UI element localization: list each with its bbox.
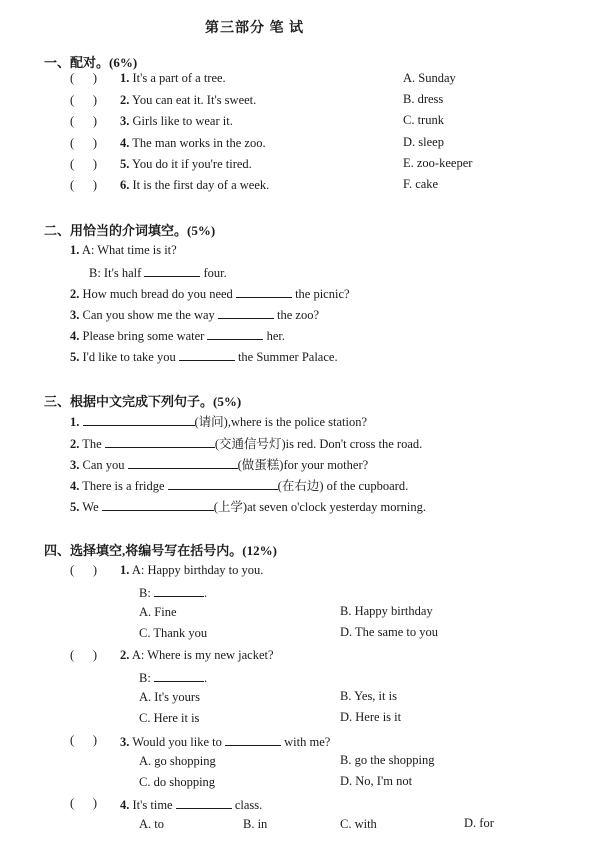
section-heading-3: 三、根据中文完成下列句子。(5%) bbox=[44, 394, 242, 409]
choice-d: D. No, I'm not bbox=[340, 774, 413, 788]
question-4: 4. It's time class. bbox=[120, 798, 263, 812]
fill-blank[interactable] bbox=[179, 348, 235, 361]
question-1: 1. (请问),where is the police station? bbox=[70, 415, 368, 429]
choice-a: A. It's yours bbox=[139, 690, 200, 704]
answer-paren[interactable]: ( ) bbox=[70, 71, 98, 85]
answer-paren[interactable]: ( ) bbox=[70, 93, 98, 107]
question-2: 2. How much bread do you need the picnic? bbox=[70, 287, 350, 301]
choice-b: B. Yes, it is bbox=[340, 689, 397, 703]
list-item: 5. You do it if you're tired. bbox=[120, 157, 252, 171]
choice-c: C. Thank you bbox=[139, 626, 208, 640]
fill-blank[interactable] bbox=[218, 306, 274, 319]
choice-c: C. Here it is bbox=[139, 711, 200, 725]
answer-paren[interactable]: ( ) bbox=[70, 563, 98, 577]
list-item: 3. Girls like to wear it. bbox=[120, 114, 233, 128]
fill-blank[interactable] bbox=[176, 796, 232, 809]
question-3: 3. Would you like to with me? bbox=[120, 735, 331, 749]
section-heading-1: 一、配对。(6%) bbox=[44, 55, 138, 70]
choice-b: B. in bbox=[243, 817, 268, 831]
match-option: E. zoo-keeper bbox=[403, 156, 473, 170]
choice-d: D. The same to you bbox=[340, 625, 439, 639]
list-item: 1. It's a part of a tree. bbox=[120, 71, 226, 85]
match-option: C. trunk bbox=[403, 113, 444, 127]
question-1: 1. A: What time is it? bbox=[70, 243, 177, 257]
answer-paren[interactable]: ( ) bbox=[70, 733, 98, 747]
fill-blank[interactable] bbox=[102, 498, 214, 511]
choice-d: D. Here is it bbox=[340, 710, 402, 724]
list-item: 2. You can eat it. It's sweet. bbox=[120, 93, 257, 107]
question-2-reply: B: . bbox=[139, 671, 208, 685]
page-title: 第三部分 笔 试 bbox=[205, 21, 304, 36]
list-item: 6. It is the first day of a week. bbox=[120, 178, 270, 192]
fill-blank[interactable] bbox=[207, 327, 263, 340]
answer-paren[interactable]: ( ) bbox=[70, 136, 98, 150]
question-1-reply: B: . bbox=[139, 586, 208, 600]
question-1: 1. A: Happy birthday to you. bbox=[120, 563, 264, 577]
question-4: 4. Please bring some water her. bbox=[70, 329, 285, 343]
choice-a: A. Fine bbox=[139, 605, 177, 619]
match-option: F. cake bbox=[403, 177, 439, 191]
answer-paren[interactable]: ( ) bbox=[70, 178, 98, 192]
match-option: D. sleep bbox=[403, 135, 444, 149]
section-heading-4: 四、选择填空,将编号写在括号内。(12%) bbox=[44, 543, 277, 558]
choice-c: C. do shopping bbox=[139, 775, 216, 789]
answer-paren[interactable]: ( ) bbox=[70, 114, 98, 128]
question-2: 2. The (交通信号灯)is red. Don't cross the road. bbox=[70, 437, 423, 451]
answer-paren[interactable]: ( ) bbox=[70, 648, 98, 662]
match-option: A. Sunday bbox=[403, 71, 456, 85]
choice-d: D. for bbox=[464, 816, 494, 830]
fill-blank[interactable] bbox=[144, 264, 200, 277]
choice-a: A. to bbox=[139, 817, 164, 831]
fill-blank[interactable] bbox=[154, 669, 204, 682]
question-1-answer: B: It's half four. bbox=[89, 266, 227, 280]
fill-blank[interactable] bbox=[128, 456, 238, 469]
list-item: 4. The man works in the zoo. bbox=[120, 136, 266, 150]
choice-b: B. Happy birthday bbox=[340, 604, 433, 618]
match-option: B. dress bbox=[403, 92, 444, 106]
choice-b: B. go the shopping bbox=[340, 753, 435, 767]
fill-blank[interactable] bbox=[83, 413, 195, 426]
fill-blank[interactable] bbox=[168, 477, 278, 490]
answer-paren[interactable]: ( ) bbox=[70, 157, 98, 171]
choice-c: C. with bbox=[340, 817, 377, 831]
fill-blank[interactable] bbox=[105, 435, 215, 448]
question-5: 5. We (上学)at seven o'clock yesterday morning. bbox=[70, 500, 427, 514]
fill-blank[interactable] bbox=[154, 584, 204, 597]
choice-a: A. go shopping bbox=[139, 754, 216, 768]
question-3: 3. Can you show me the way the zoo? bbox=[70, 308, 320, 322]
section-heading-2: 二、用恰当的介词填空。(5%) bbox=[44, 223, 216, 238]
answer-paren[interactable]: ( ) bbox=[70, 796, 98, 810]
question-5: 5. I'd like to take you the Summer Palace. bbox=[70, 350, 338, 364]
fill-blank[interactable] bbox=[225, 733, 281, 746]
fill-blank[interactable] bbox=[236, 285, 292, 298]
question-4: 4. There is a fridge (在右边) of the cupboard. bbox=[70, 479, 409, 493]
question-3: 3. Can you (做蛋糕)for your mother? bbox=[70, 458, 369, 472]
question-2: 2. A: Where is my new jacket? bbox=[120, 648, 274, 662]
